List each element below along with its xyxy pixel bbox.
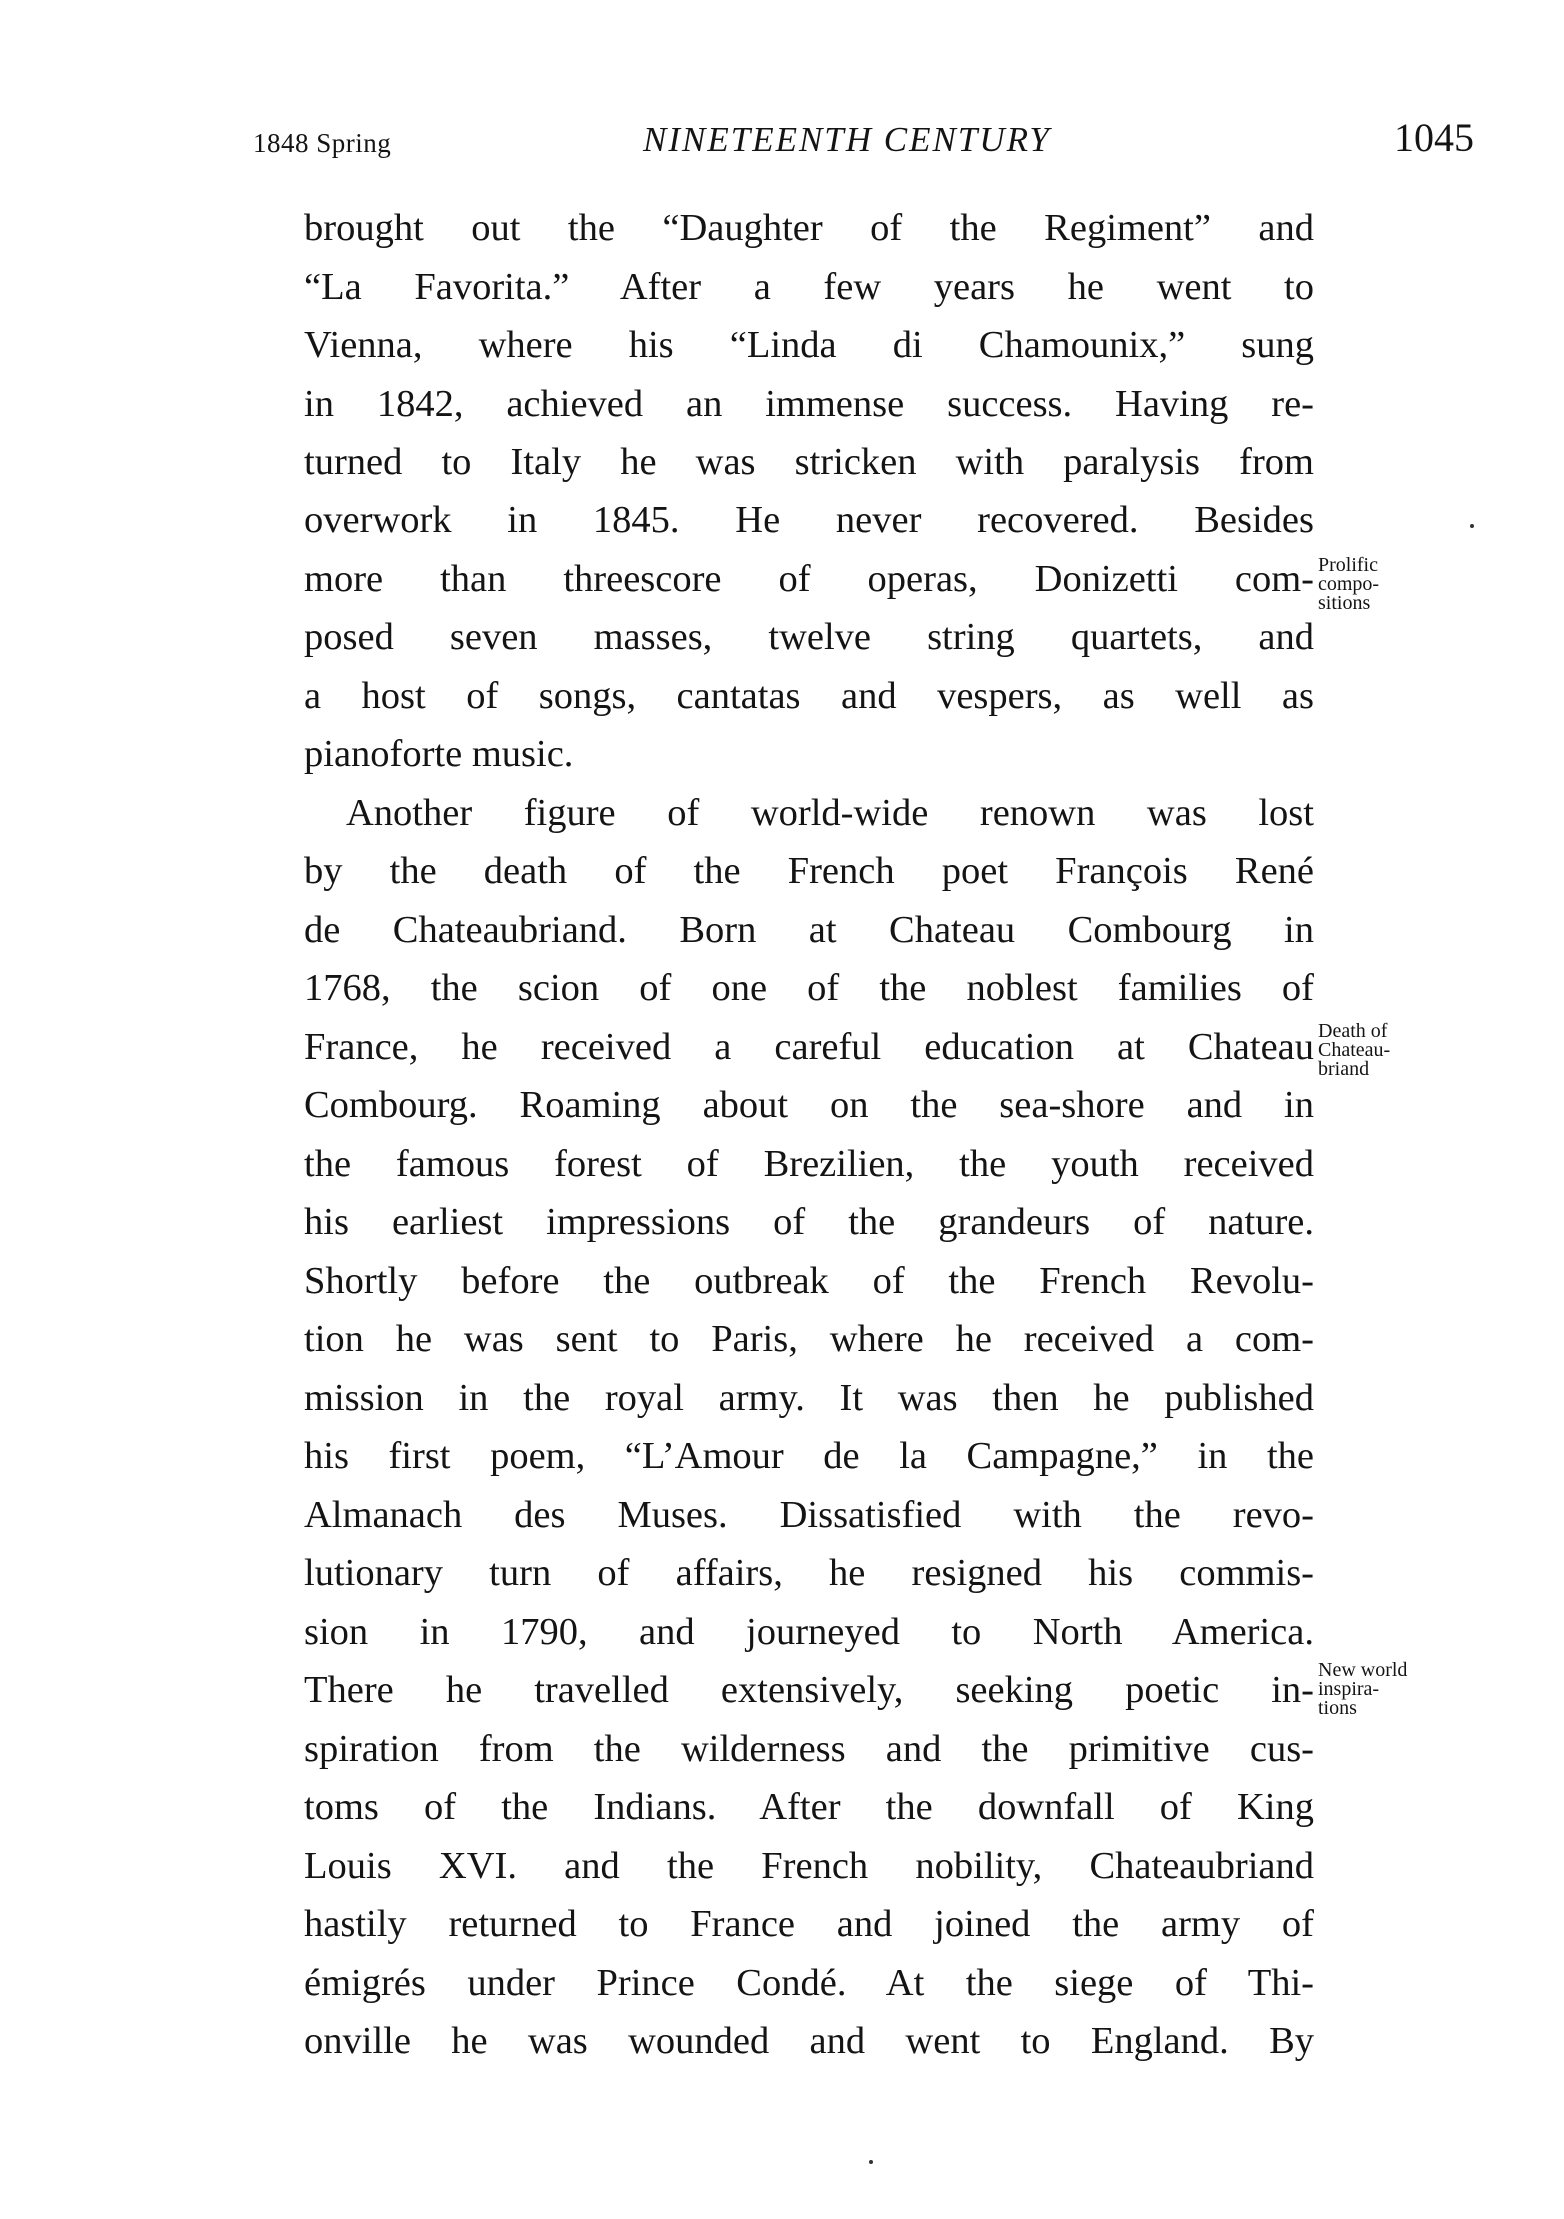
margin-note-line: sitions [1318, 592, 1371, 614]
margin-note-line: compo- [1318, 573, 1380, 595]
text-line: more than threescore of operas, Donizetti com- [304, 558, 1314, 600]
margin-note-line: Death of [1318, 1020, 1388, 1042]
margin-note-new-world-inspirations [1318, 1661, 1438, 1718]
text-line: lutionary turn of affairs, he resigned his commis- [304, 1552, 1314, 1594]
text-line: Vienna, where his “Linda di Chamounix,” sung [304, 324, 1314, 366]
text-line: hastily returned to France and joined the army of [304, 1903, 1314, 1945]
margin-note-line: briand [1318, 1058, 1370, 1080]
margin-note-line: inspira- [1318, 1678, 1380, 1700]
text-line: mission in the royal army. It was then he published [304, 1377, 1314, 1419]
text-line: 1768, the scion of one of the noblest families of [304, 967, 1314, 1009]
text-line: émigrés under Prince Condé. At the siege of Thi- [304, 1962, 1314, 2004]
margin-note-line: Chateau- [1318, 1039, 1391, 1061]
margin-note-line: tions [1318, 1697, 1357, 1719]
text-line: pianoforte music. [304, 733, 574, 775]
text-line: his earliest impressions of the grandeurs of nature. [304, 1201, 1314, 1243]
text-line: in 1842, achieved an immense success. Having re- [304, 383, 1314, 425]
text-line: the famous forest of Brezilien, the youth received [304, 1143, 1314, 1185]
text-line: spiration from the wilderness and the primitive cus- [304, 1728, 1314, 1770]
header-season: 1848 Spring [253, 128, 392, 158]
margin-note-death-of-chateaubriand [1318, 1022, 1438, 1079]
text-line: There he travelled extensively, seeking poetic in- [304, 1669, 1314, 1711]
text-line: tion he was sent to Paris, where he received a com- [304, 1318, 1314, 1360]
margin-note-prolific-compositions [1318, 556, 1438, 613]
header-title: NINETEENTH CENTURY [643, 120, 1051, 159]
text-line: de Chateaubriand. Born at Chateau Combourg in [304, 909, 1314, 951]
text-line: brought out the “Daughter of the Regiment” and [304, 207, 1314, 249]
text-line: overwork in 1845. He never recovered. Besides [304, 499, 1314, 541]
text-line: “La Favorita.” After a few years he went to [304, 266, 1314, 308]
text-line: onville he was wounded and went to England. By [304, 2020, 1314, 2062]
ink-speck [869, 2160, 873, 2164]
margin-note-line: Prolific [1318, 554, 1378, 576]
text-line: his first poem, “L’Amour de la Campagne,” in the [304, 1435, 1314, 1477]
text-line: turned to Italy he was stricken with paralysis from [304, 441, 1314, 483]
text-line: sion in 1790, and journeyed to North America. [304, 1611, 1314, 1653]
text-line: by the death of the French poet François René [304, 850, 1314, 892]
margin-note-line: New world [1318, 1659, 1408, 1681]
text-line: Almanach des Muses. Dissatisfied with the revo- [304, 1494, 1314, 1536]
text-line: Louis XVI. and the French nobility, Chateaubriand [304, 1845, 1314, 1887]
paragraph-start: Another figure of world-wide renown was lost [346, 792, 1314, 834]
text-line: Shortly before the outbreak of the French Revolu- [304, 1260, 1314, 1302]
text-line: a host of songs, cantatas and vespers, as well as [304, 675, 1314, 717]
page-number: 1045 [1394, 115, 1474, 160]
text-line: Combourg. Roaming about on the sea-shore and in [304, 1084, 1314, 1126]
text-line: posed seven masses, twelve string quartets, and [304, 616, 1314, 658]
text-line: France, he received a careful education at Chateau [304, 1026, 1314, 1068]
text-line: toms of the Indians. After the downfall of King [304, 1786, 1314, 1828]
ink-speck [1470, 524, 1474, 528]
